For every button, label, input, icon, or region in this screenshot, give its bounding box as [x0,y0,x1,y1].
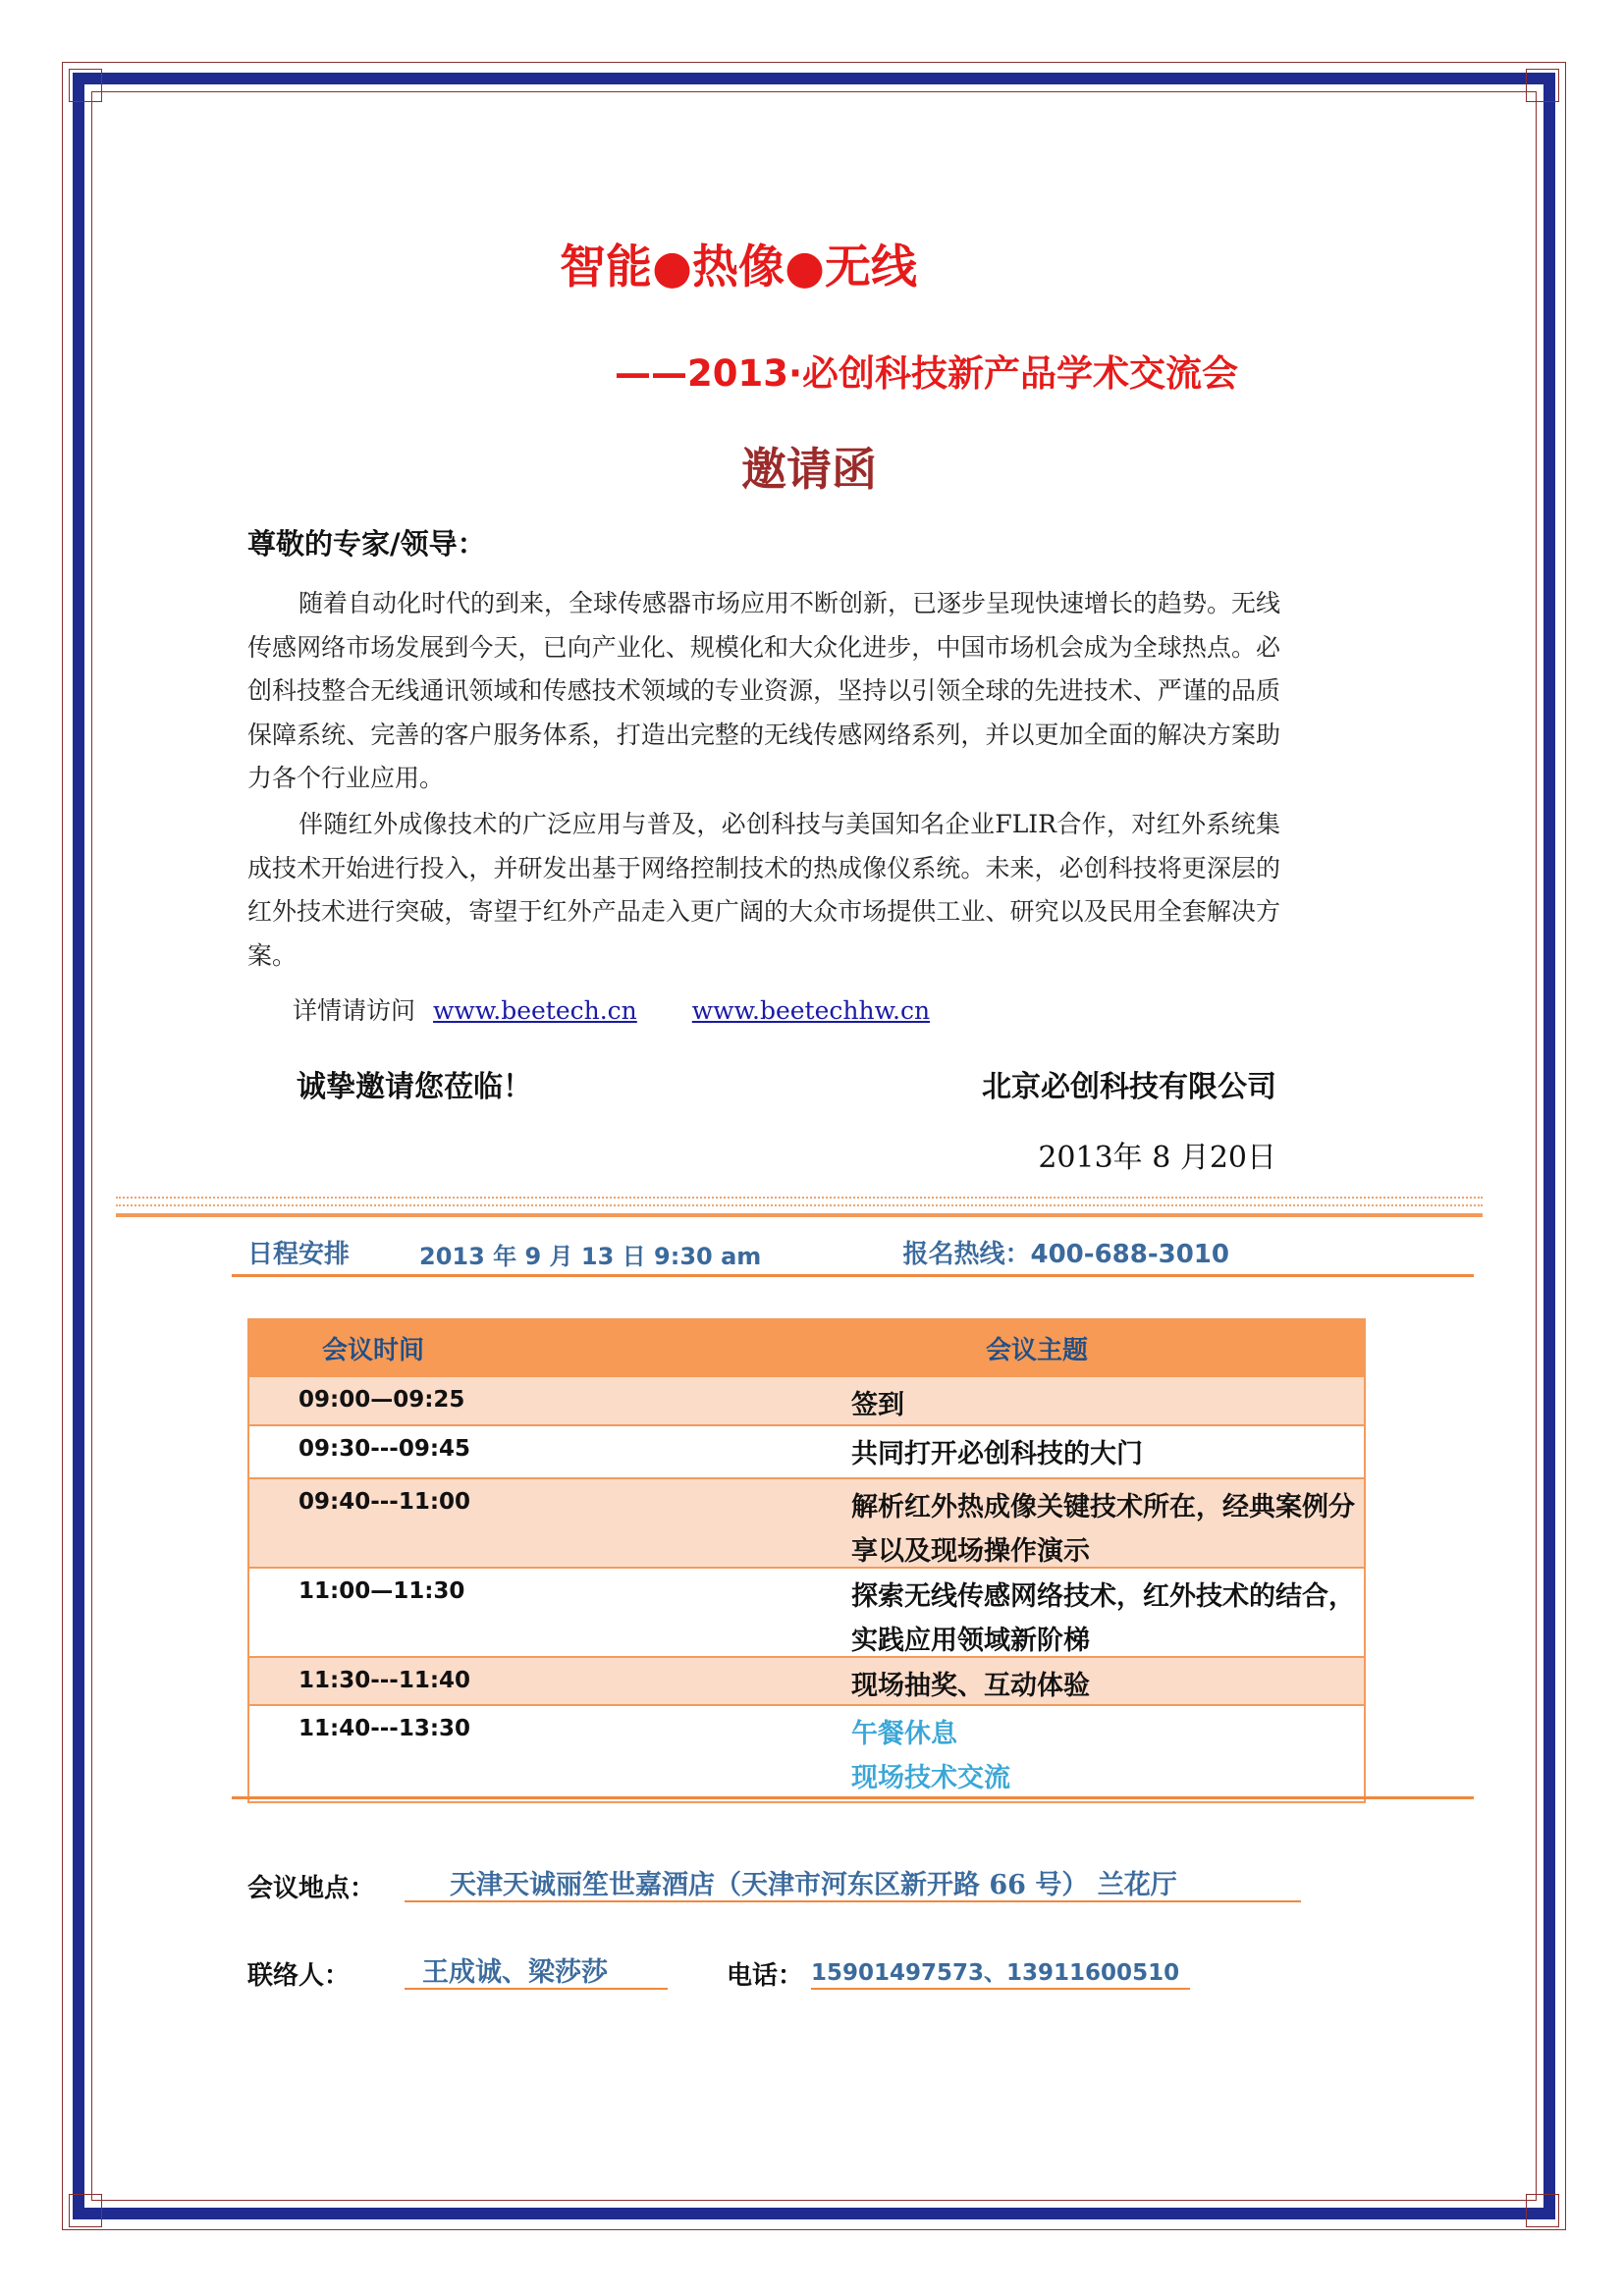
schedule-datetime: 2013 年 9 月 13 日 9:30 am [419,1243,762,1270]
agenda-time: 09:40---11:00 [298,1489,471,1515]
agenda-topic-line: 现场技术交流 [851,1763,1010,1793]
schedule-underline [232,1274,1474,1277]
corner-ornament-bottom-left [69,2194,102,2227]
body-paragraph-1: 随着自动化时代的到来，全球传感器市场应用不断创新，已逐步呈现快速增长的趋势。无线传感网络市场发展到今天，已向产业化、规模化和大众化进步，中国市场机会成为全球热点。必创科技整合无线通讯领域和传感技术领域的专业资源，坚持以引领全球的先进技术、严谨的品质保障系统、完善的客户服务体系，打造出完整的无线传感网络系列，并以更加全面的解决方案助力各个行业应用。 [247,589,1281,792]
agenda-topic [851,1712,1362,1800]
corner-ornament-top-right [1526,69,1559,102]
section-divider [116,1204,1483,1206]
agenda-time: 11:40---13:30 [298,1716,471,1741]
agenda-bottom-line [232,1796,1474,1799]
agenda-topic: 探索无线传感网络技术，红外技术的结合，实践应用领域新阶梯 [851,1581,1355,1656]
agenda-time: 09:00—09:25 [298,1387,465,1413]
body-paragraph-2: 伴随红外成像技术的广泛应用与普及，必创科技与美国知名企业FLIR合作，对红外系统集成技术开始进行投入，并研发出基于网络控制技术的热成像仪系统。未来，必创科技将更深层的红外技术进行突破，寄望于红外产品走入更广阔的大众市场提供工业、研究以及民用全套解决方案。 [247,810,1280,970]
agenda-row [249,1424,1364,1477]
company-name: 北京必创科技有限公司 [982,1070,1276,1104]
agenda-time: 11:00—11:30 [298,1578,465,1604]
invitation-line: 诚挚邀请您莅临！ [297,1070,532,1104]
corner-ornament-bottom-right [1526,2194,1559,2227]
letter-date: 2013年 8 月20日 [1038,1141,1276,1175]
section-divider [116,1197,1483,1199]
agenda-topic: 现场抽奖、互动体验 [851,1671,1090,1701]
schedule-label: 日程安排 [247,1240,351,1269]
agenda-header-time: 会议时间 [322,1336,425,1365]
agenda-header-row [249,1320,1364,1375]
agenda-table [247,1318,1366,1803]
agenda-row [249,1656,1364,1704]
agenda-topic-line: 午餐休息 [851,1719,957,1749]
registration-hotline: 报名热线：400-688-3010 [902,1240,1229,1269]
agenda-row [249,1375,1364,1424]
agenda-row [249,1477,1364,1567]
salutation: 尊敬的专家/领导： [247,527,486,561]
venue-label: 会议地点： [247,1874,376,1903]
agenda-row [249,1704,1364,1801]
agenda-topic: 共同打开必创科技的大门 [851,1439,1143,1469]
visit-label: 详情请访问 [293,996,416,1025]
document-title: 智能●热像●无线 [560,240,918,294]
agenda-time: 09:30---09:45 [298,1436,471,1462]
agenda-topic: 解析红外热成像关键技术所在，经典案例分享以及现场操作演示 [851,1492,1355,1567]
agenda-topic: 签到 [851,1390,904,1420]
website-link-beetech[interactable]: www.beetech.cn [433,996,637,1025]
schedule-header [247,1230,1473,1273]
contact-label: 联络人： [247,1961,351,1991]
corner-ornament-top-left [69,69,102,102]
document-subtitle: ——2013·必创科技新产品学术交流会 [615,352,1239,395]
agenda-row [249,1567,1364,1656]
agenda-header-topic: 会议主题 [986,1336,1089,1365]
visit-line [293,991,930,1027]
phone-value: 15901497573、13911600510 [811,1950,1190,1990]
website-link-beetechhw[interactable]: www.beetechhw.cn [691,996,931,1025]
contact-value: 王成诚、梁莎莎 [405,1950,668,1990]
phone-label: 电话： [727,1961,804,1991]
venue-value: 天津天诚丽笙世嘉酒店（天津市河东区新开路 66 号） 兰花厅 [405,1863,1301,1902]
agenda-time: 11:30---11:40 [298,1668,471,1693]
section-divider [116,1213,1483,1217]
invitation-heading: 邀请函 [741,443,877,496]
